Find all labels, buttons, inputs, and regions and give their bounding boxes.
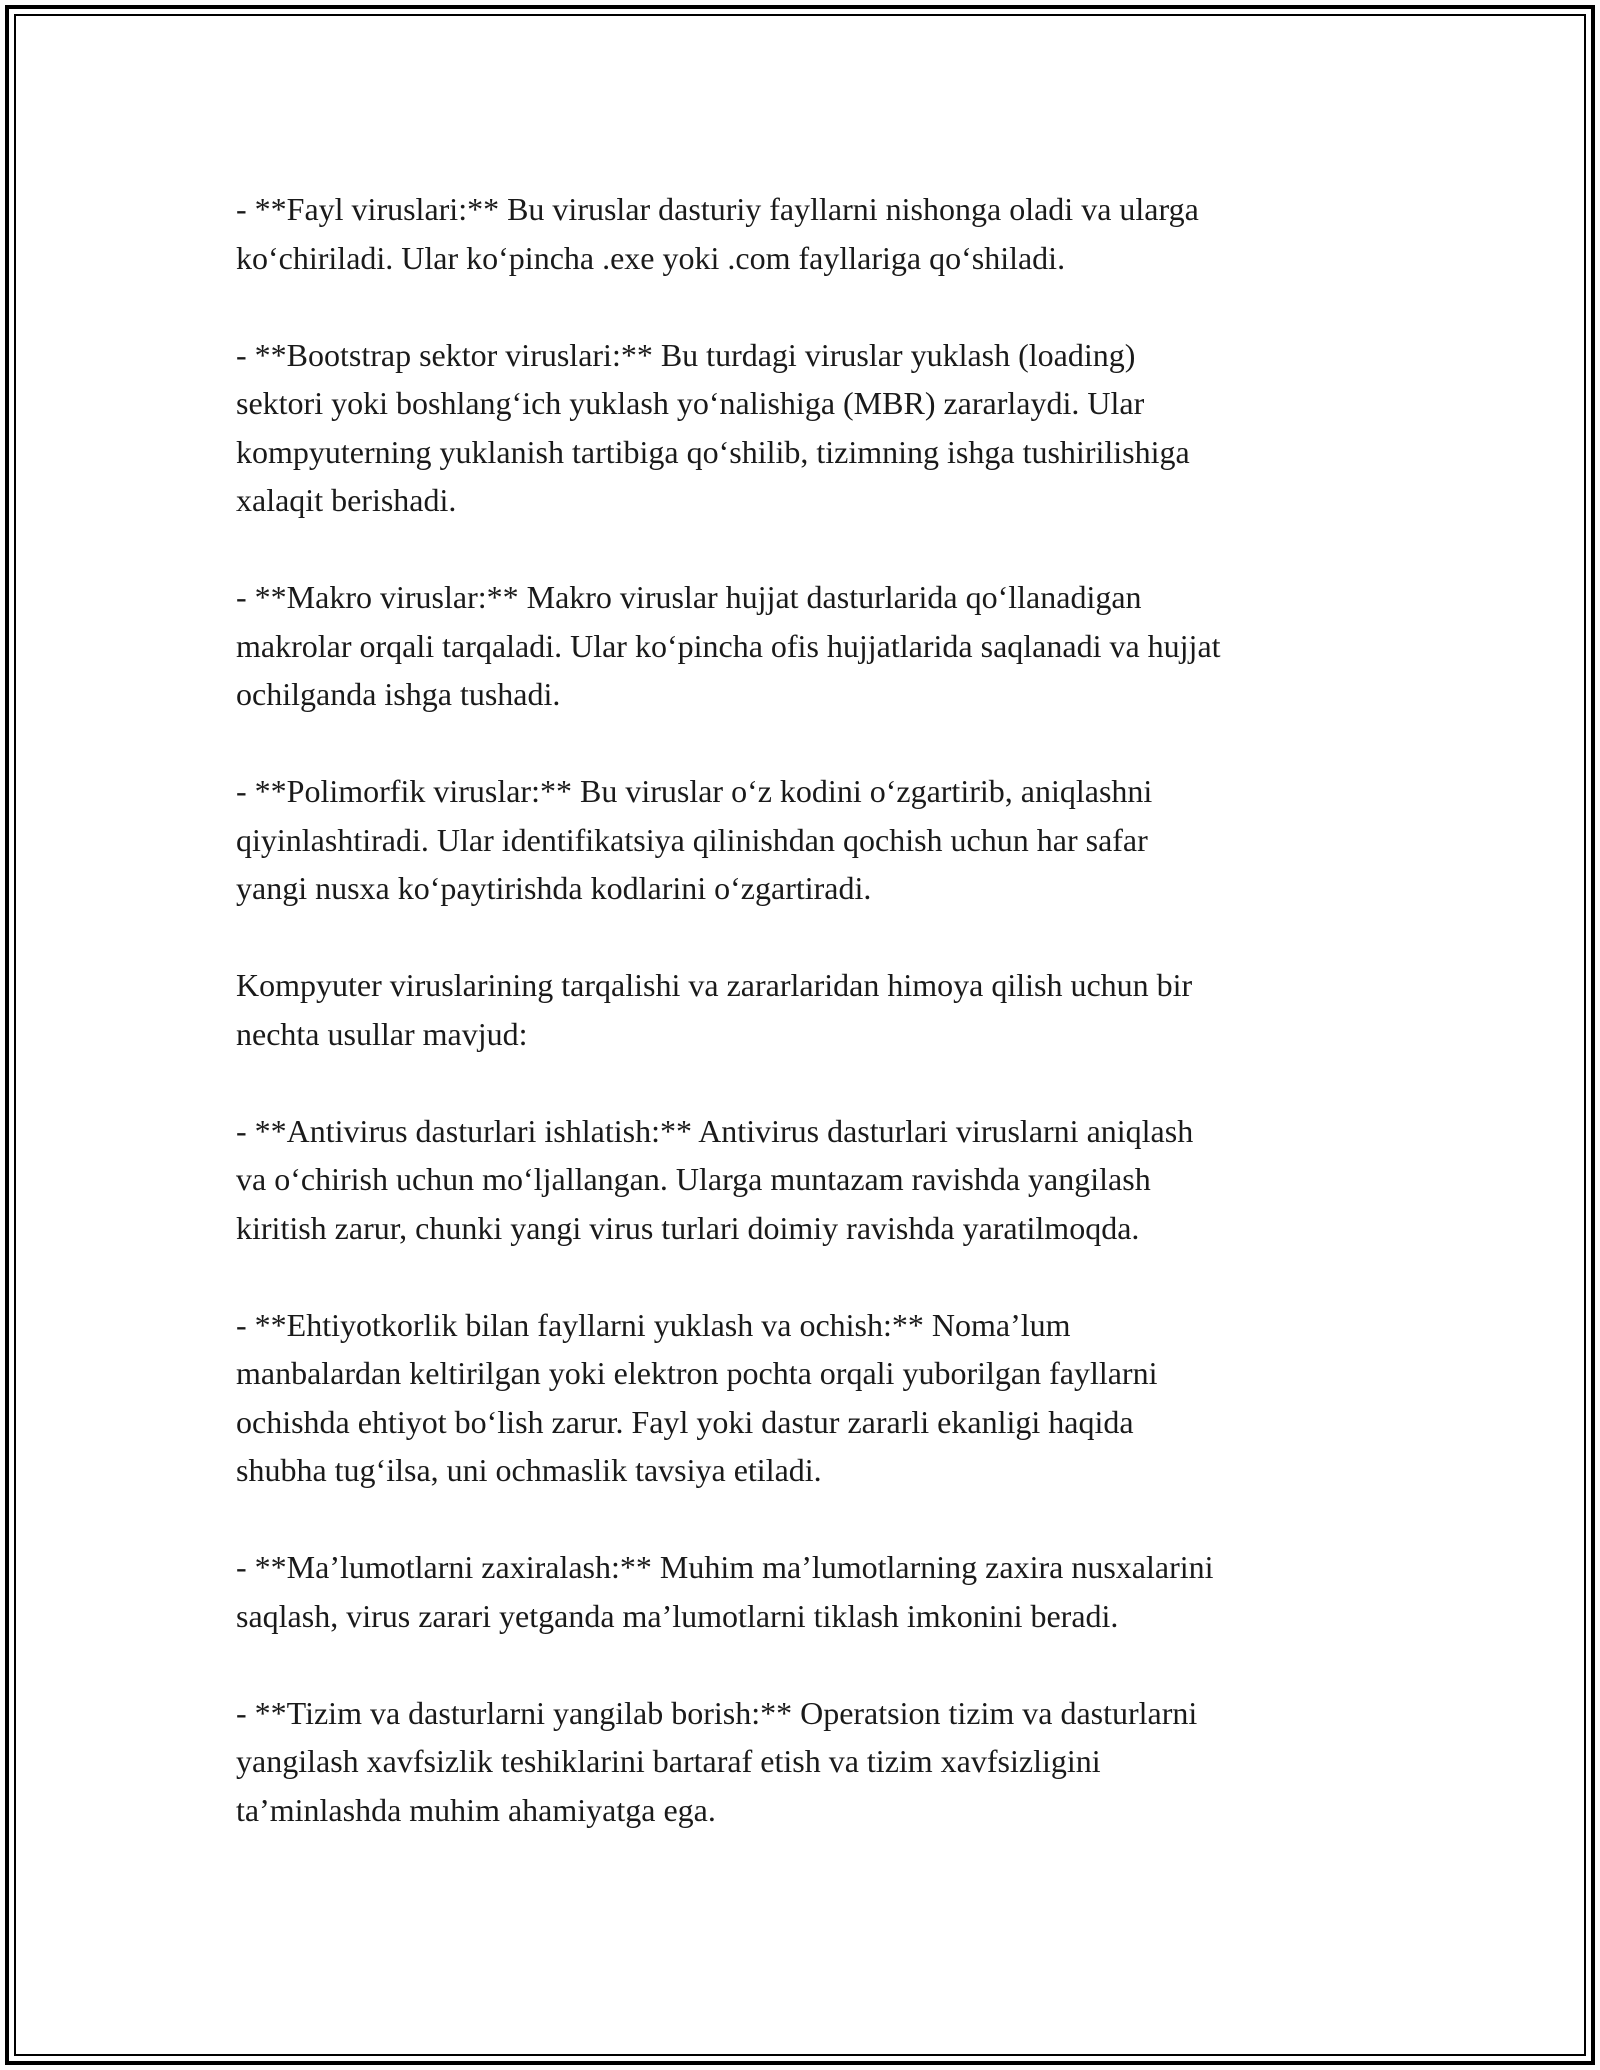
paragraph-antivirus-software: - **Antivirus dasturlari ishlatish:** Antivirus dasturlari viruslarni aniqlash va o‘chirish uchun mo‘ljallangan. Ularga muntazam ravishda yangilash kiritish zarur, chunki yangi virus turlari doimiy ravishda yaratilmoqda. [236, 1112, 1194, 1246]
paragraph-system-updates: - **Tizim va dasturlarni yangilab borish:** Operatsion tizim va dasturlarni yangilash xavfsizlik teshiklarini bartaraf etish va tizim xavfsizligini ta’minlashda muhim ahamiyatga ega. [236, 1694, 1198, 1828]
paragraph-polymorphic-viruses: - **Polimorfik viruslar:** Bu viruslar o‘z kodini o‘zgartirib, aniqlashni qiyinlashtiradi. Ular identifikatsiya qilinishdan qochish uchun har safar yangi nusxa ko‘paytirishda kodlarini o‘zgartiradi. [236, 773, 1153, 906]
paragraph-bootstrap-sector-viruses: - **Bootstrap sektor viruslari:** Bu turdagi viruslar yuklash (loading) sektori yoki boshlang‘ich yuklash yo‘nalishiga (MBR) zararlaydi. Ular kompyuterning yuklanish tartibiga qo‘shilib, tizimning ishga tushirilishiga xalaqit berishadi. [236, 336, 1190, 518]
paragraph-protection-intro: Kompyuter viruslarining tarqalishi va zararlaridan himoya qilish uchun bir nechta usullar mavjud: [236, 967, 1193, 1052]
paragraph-file-viruses: - **Fayl viruslari:** Bu viruslar dasturiy fayllarni nishonga oladi va ularga ko‘chiriladi. Ular ko‘pincha .exe yoki .com fayllariga qo‘shiladi. [236, 191, 1199, 276]
document-body [236, 185, 1386, 1883]
paragraph-data-backup: - **Ma’lumotlarni zaxiralash:** Muhim ma’lumotlarning zaxira nusxalarini saqlash, virus zarari yetganda ma’lumotlarni tiklash imkonini beradi. [236, 1549, 1214, 1634]
paragraph-careful-downloading: - **Ehtiyotkorlik bilan fayllarni yuklash va ochish:** Noma’lum manbalardan keltirilgan yoki elektron pochta orqali yuborilgan fayllarni ochishda ehtiyot bo‘lish zarur. Fayl yoki dastur zararli ekanligi haqida shubha tug‘ilsa, uni ochmaslik tavsiya etiladi. [236, 1306, 1158, 1488]
paragraph-macro-viruses: - **Makro viruslar:** Makro viruslar hujjat dasturlarida qo‘llanadigan makrolar orqali tarqaladi. Ular ko‘pincha ofis hujjatlarida saqlanadi va hujjat ochilganda ishga tushadi. [236, 579, 1221, 712]
